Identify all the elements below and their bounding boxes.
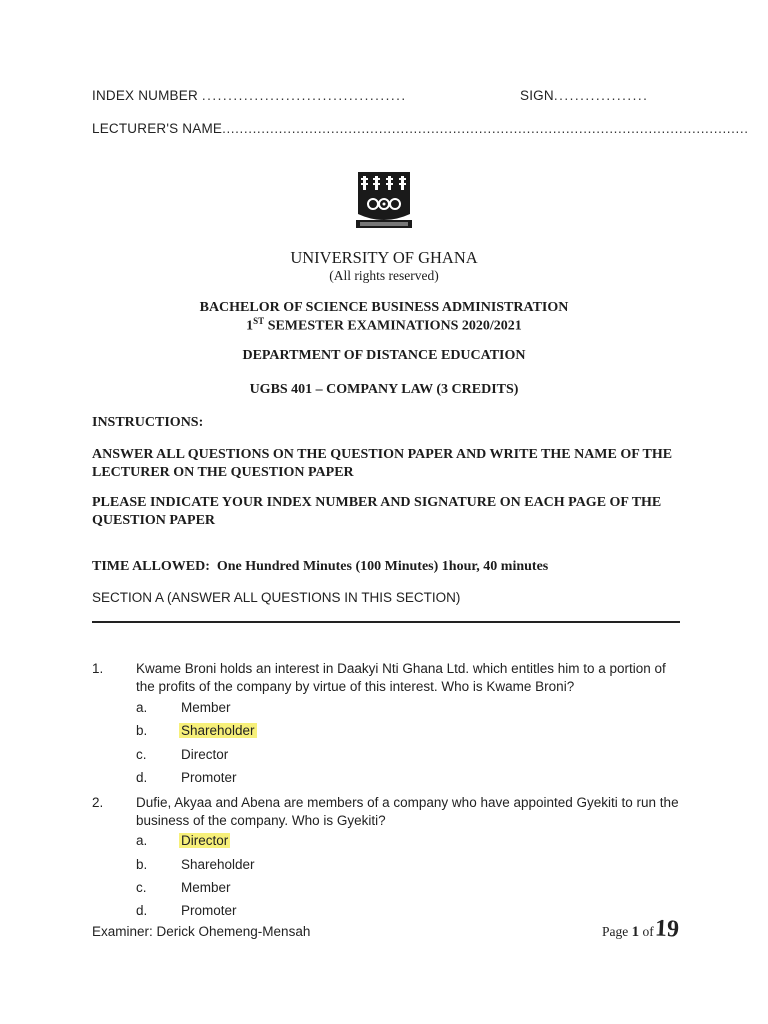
- question-1-text: Kwame Broni holds an interest in Daakyi Nti Ghana Ltd. which entitles him to a portion of the profits of the company by virtue of this interest. Who is Kwame Broni?: [136, 661, 666, 694]
- semester-text: SEMESTER EXAMINATIONS 2020/2021: [264, 318, 522, 334]
- question-1-option-b: [181, 722, 257, 740]
- department-title: DEPARTMENT OF DISTANCE EDUCATION: [242, 348, 526, 363]
- page-current: 1: [631, 924, 640, 940]
- question-1-option-c-letter: c.: [136, 747, 147, 762]
- semester-superscript: ST: [253, 316, 265, 326]
- question-2-number: 2.: [92, 795, 104, 810]
- instructions-heading: INSTRUCTIONS:: [92, 415, 204, 430]
- question-2-option-a-letter: a.: [136, 833, 148, 848]
- question-1-option-a: Member: [181, 700, 231, 715]
- question-1-option-b-letter: b.: [136, 723, 148, 738]
- question-2-option-a: [181, 832, 230, 850]
- lecturer-name-label: LECTURER'S NAME: [92, 121, 223, 136]
- index-number-field: [92, 88, 407, 103]
- instruction-1: ANSWER ALL QUESTIONS ON THE QUESTION PAPER AND WRITE THE NAME OF THE LECTURER ON THE QUESTION PAPER: [92, 447, 673, 480]
- programme-title: BACHELOR OF SCIENCE BUSINESS ADMINISTRATION: [199, 300, 569, 315]
- question-1-option-c: Director: [181, 747, 229, 762]
- question-2-option-d: Promoter: [181, 903, 237, 918]
- question-1-number: 1.: [92, 661, 104, 676]
- section-divider: [92, 621, 680, 623]
- page-label: Page: [602, 924, 629, 939]
- question-2-option-b: Shareholder: [181, 857, 255, 872]
- examiner-name: Examiner: Derick Ohemeng-Mensah: [92, 924, 311, 939]
- semester-number: 1: [246, 318, 254, 334]
- time-allowed: [92, 558, 712, 576]
- highlighted-answer: Shareholder: [181, 723, 255, 738]
- page-number: [602, 915, 680, 943]
- instruction-2: PLEASE INDICATE YOUR INDEX NUMBER AND SIGNATURE ON EACH PAGE OF THE QUESTION PAPER: [92, 495, 662, 528]
- page-total-handwritten: 19: [654, 915, 680, 943]
- sign-label: SIGN: [520, 88, 554, 103]
- page-of-label: of: [642, 924, 654, 939]
- index-number-dots: .......................................: [201, 88, 407, 103]
- rights-reserved: (All rights reserved): [329, 268, 439, 283]
- question-2-option-d-letter: d.: [136, 903, 148, 918]
- lecturer-name-field: [92, 121, 749, 136]
- lecturer-name-dots: .........................................................................................................................: [222, 121, 749, 136]
- sign-dots: ..................: [553, 88, 649, 103]
- question-1-option-d-letter: d.: [136, 770, 148, 785]
- time-allowed-value: One Hundred Minutes (100 Minutes) 1hour, 40 minutes: [216, 559, 549, 574]
- highlighted-answer: Director: [181, 833, 229, 848]
- time-allowed-label: TIME ALLOWED:: [92, 559, 210, 574]
- university-crest-logo: [356, 172, 412, 230]
- question-1-option-d: Promoter: [181, 770, 237, 785]
- question-2-option-b-letter: b.: [136, 857, 148, 872]
- question-2-text: Dufie, Akyaa and Abena are members of a company who have appointed Gyekiti to run the business of the company. Who is Gyekiti?: [136, 795, 679, 828]
- section-heading: SECTION A (ANSWER ALL QUESTIONS IN THIS SECTION): [92, 590, 461, 605]
- course-title: UGBS 401 – COMPANY LAW (3 CREDITS): [249, 382, 519, 397]
- semester-title: [0, 316, 768, 335]
- question-1-option-a-letter: a.: [136, 700, 148, 715]
- sign-field: [520, 88, 648, 103]
- university-name: UNIVERSITY OF GHANA: [290, 248, 478, 267]
- question-2-option-c: Member: [181, 880, 231, 895]
- question-2-option-c-letter: c.: [136, 880, 147, 895]
- index-number-label: INDEX NUMBER: [92, 88, 198, 103]
